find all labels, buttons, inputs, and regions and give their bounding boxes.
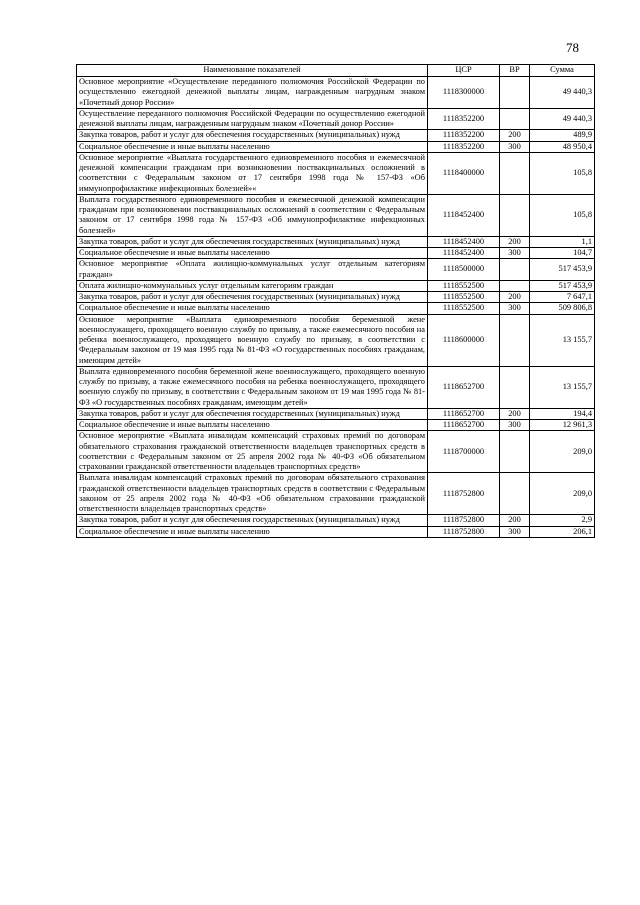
row-name: Выплата единовременного пособия беременной жене военнослужащего, проходящего военную службу по призыву, а также ежемесячного пособия на ребенка военнослужащего, проходящего военную службу по призыву, в соответствии с Федеральным законом от 19 мая 1995 года № 81-ФЗ «О государственных пособиях гражданам, имеющим детей» — [77, 366, 428, 408]
row-csr: 1118652700 — [428, 408, 500, 419]
row-sum: 105,8 — [530, 152, 595, 194]
row-csr: 1118752800 — [428, 515, 500, 526]
row-name: Социальное обеспечение и иные выплаты населению — [77, 526, 428, 537]
table-row — [77, 292, 595, 303]
table-row — [77, 77, 595, 109]
row-vr — [500, 431, 530, 473]
row-sum: 209,0 — [530, 431, 595, 473]
page-number: 78 — [566, 40, 579, 55]
table-row — [77, 515, 595, 526]
row-csr: 1118400000 — [428, 152, 500, 194]
budget-table — [76, 64, 595, 538]
row-vr: 200 — [500, 515, 530, 526]
row-vr — [500, 77, 530, 109]
table-row — [77, 130, 595, 141]
row-sum: 206,1 — [530, 526, 595, 537]
row-csr: 1118452400 — [428, 194, 500, 236]
row-sum: 12 961,3 — [530, 420, 595, 431]
table-header-row — [77, 65, 595, 77]
row-vr — [500, 314, 530, 366]
table-row — [77, 431, 595, 473]
table-row — [77, 152, 595, 194]
row-name: Социальное обеспечение и иные выплаты населению — [77, 303, 428, 314]
row-sum: 48 950,4 — [530, 141, 595, 152]
row-vr: 200 — [500, 292, 530, 303]
row-csr: 1118600000 — [428, 314, 500, 366]
row-vr — [500, 473, 530, 515]
row-sum: 517 453,9 — [530, 280, 595, 291]
row-name: Основное мероприятие «Выплата единовременного пособия беременной жене военнослужащего, проходящего военную службу по призыву, а также ежемесячного пособия на ребенка военнослужащего, проходящего военную службу по призыву, в соответствии с Федеральным законом от 19 мая 1995 года № 81-ФЗ «О государственных пособиях гражданам, имеющим детей» — [77, 314, 428, 366]
row-name: Основное мероприятие «Выплата инвалидам компенсаций страховых премий по договорам обязательного страхования гражданской ответственности владельцев транспортных средств в соответствии с Федеральным законом от 25 апреля 2002 года № 40-ФЗ «Об обязательном страховании гражданской ответственности владельцев транспортных средств» — [77, 431, 428, 473]
row-name: Закупка товаров, работ и услуг для обеспечения государственных (муниципальных) нужд — [77, 130, 428, 141]
row-name: Закупка товаров, работ и услуг для обеспечения государственных (муниципальных) нужд — [77, 408, 428, 419]
row-vr — [500, 280, 530, 291]
row-vr: 300 — [500, 303, 530, 314]
row-sum: 194,4 — [530, 408, 595, 419]
row-sum: 49 440,3 — [530, 108, 595, 130]
table-row — [77, 236, 595, 247]
row-sum: 2,9 — [530, 515, 595, 526]
row-sum: 49 440,3 — [530, 77, 595, 109]
row-csr: 1118352200 — [428, 108, 500, 130]
row-name: Социальное обеспечение и иные выплаты населению — [77, 141, 428, 152]
row-sum: 489,9 — [530, 130, 595, 141]
row-vr: 200 — [500, 130, 530, 141]
row-name: Закупка товаров, работ и услуг для обеспечения государственных (муниципальных) нужд — [77, 515, 428, 526]
row-csr: 1118700000 — [428, 431, 500, 473]
row-name: Выплата инвалидам компенсаций страховых премий по договорам обязательного страхования гражданской ответственности владельцев транспортных средств в соответствии с Федеральным законом от 25 апреля 2002 года № 40-ФЗ «Об обязательном страховании гражданской ответственности владельцев транспортных средств» — [77, 473, 428, 515]
table-row — [77, 108, 595, 130]
row-csr: 1118652700 — [428, 420, 500, 431]
row-csr: 1118352200 — [428, 130, 500, 141]
row-csr: 1118452400 — [428, 248, 500, 259]
row-vr — [500, 108, 530, 130]
row-sum: 1,1 — [530, 236, 595, 247]
row-vr: 300 — [500, 420, 530, 431]
row-sum: 209,0 — [530, 473, 595, 515]
row-csr: 1118500000 — [428, 259, 500, 281]
row-vr — [500, 152, 530, 194]
row-sum: 7 647,1 — [530, 292, 595, 303]
row-name: Закупка товаров, работ и услуг для обеспечения государственных (муниципальных) нужд — [77, 292, 428, 303]
header-vr: ВР — [500, 65, 530, 77]
row-vr: 300 — [500, 141, 530, 152]
row-vr: 200 — [500, 408, 530, 419]
row-vr — [500, 366, 530, 408]
row-csr: 1118552500 — [428, 303, 500, 314]
row-sum: 509 806,8 — [530, 303, 595, 314]
row-name: Социальное обеспечение и иные выплаты населению — [77, 420, 428, 431]
row-vr — [500, 194, 530, 236]
row-vr: 200 — [500, 236, 530, 247]
row-name: Оплата жилищно-коммунальных услуг отдельным категориям граждан — [77, 280, 428, 291]
row-csr: 1118552500 — [428, 292, 500, 303]
row-csr: 1118452400 — [428, 236, 500, 247]
row-vr: 300 — [500, 526, 530, 537]
table-row — [77, 141, 595, 152]
row-name: Основное мероприятие «Осуществление переданного полномочия Российской Федерации по осуществлению ежегодной денежной выплаты лицам, награжденным нагрудным знаком «Почетный донор России» — [77, 77, 428, 109]
table-row — [77, 194, 595, 236]
table-row — [77, 303, 595, 314]
row-name: Закупка товаров, работ и услуг для обеспечения государственных (муниципальных) нужд — [77, 236, 428, 247]
table-row — [77, 408, 595, 419]
table-row — [77, 259, 595, 281]
row-sum: 517 453,9 — [530, 259, 595, 281]
row-vr — [500, 259, 530, 281]
row-csr: 1118752800 — [428, 473, 500, 515]
row-sum: 105,8 — [530, 194, 595, 236]
table-row — [77, 473, 595, 515]
header-sum: Сумма — [530, 65, 595, 77]
row-name: Социальное обеспечение и иные выплаты населению — [77, 248, 428, 259]
row-csr: 1118752800 — [428, 526, 500, 537]
row-name: Выплата государственного единовременного пособия и ежемесячной денежной компенсации гражданам при возникновении поствакцинальных осложнений в соответствии с Федеральным законом от 17 сентября 1998 года № 157-ФЗ «Об иммунопрофилактике инфекционных болезней» — [77, 194, 428, 236]
row-csr: 1118352200 — [428, 141, 500, 152]
row-name: Основное мероприятие «Выплата государственного единовременного пособия и ежемесячной денежной компенсации гражданам при возникновении поствакцинальных осложнений в соответствии с Федеральным законом от 17 сентября 1998 года № 157-ФЗ «Об иммунопрофилактике инфекционных болезней»« — [77, 152, 428, 194]
table-row — [77, 314, 595, 366]
table-row — [77, 526, 595, 537]
row-sum: 13 155,7 — [530, 314, 595, 366]
row-sum: 13 155,7 — [530, 366, 595, 408]
header-name: Наименование показателей — [77, 65, 428, 77]
row-csr: 1118552500 — [428, 280, 500, 291]
table-row — [77, 280, 595, 291]
table-row — [77, 248, 595, 259]
row-csr: 1118300000 — [428, 77, 500, 109]
row-name: Осуществление переданного полномочия Российской Федерации по осуществлению ежегодной денежной выплаты лицам, награжденным нагрудным знаком «Почетный донор России» — [77, 108, 428, 130]
row-csr: 1118652700 — [428, 366, 500, 408]
table-row — [77, 366, 595, 408]
header-csr: ЦСР — [428, 65, 500, 77]
row-name: Основное мероприятие «Оплата жилищно-коммунальных услуг отдельным категориям граждан» — [77, 259, 428, 281]
row-sum: 104,7 — [530, 248, 595, 259]
table-row — [77, 420, 595, 431]
row-vr: 300 — [500, 248, 530, 259]
